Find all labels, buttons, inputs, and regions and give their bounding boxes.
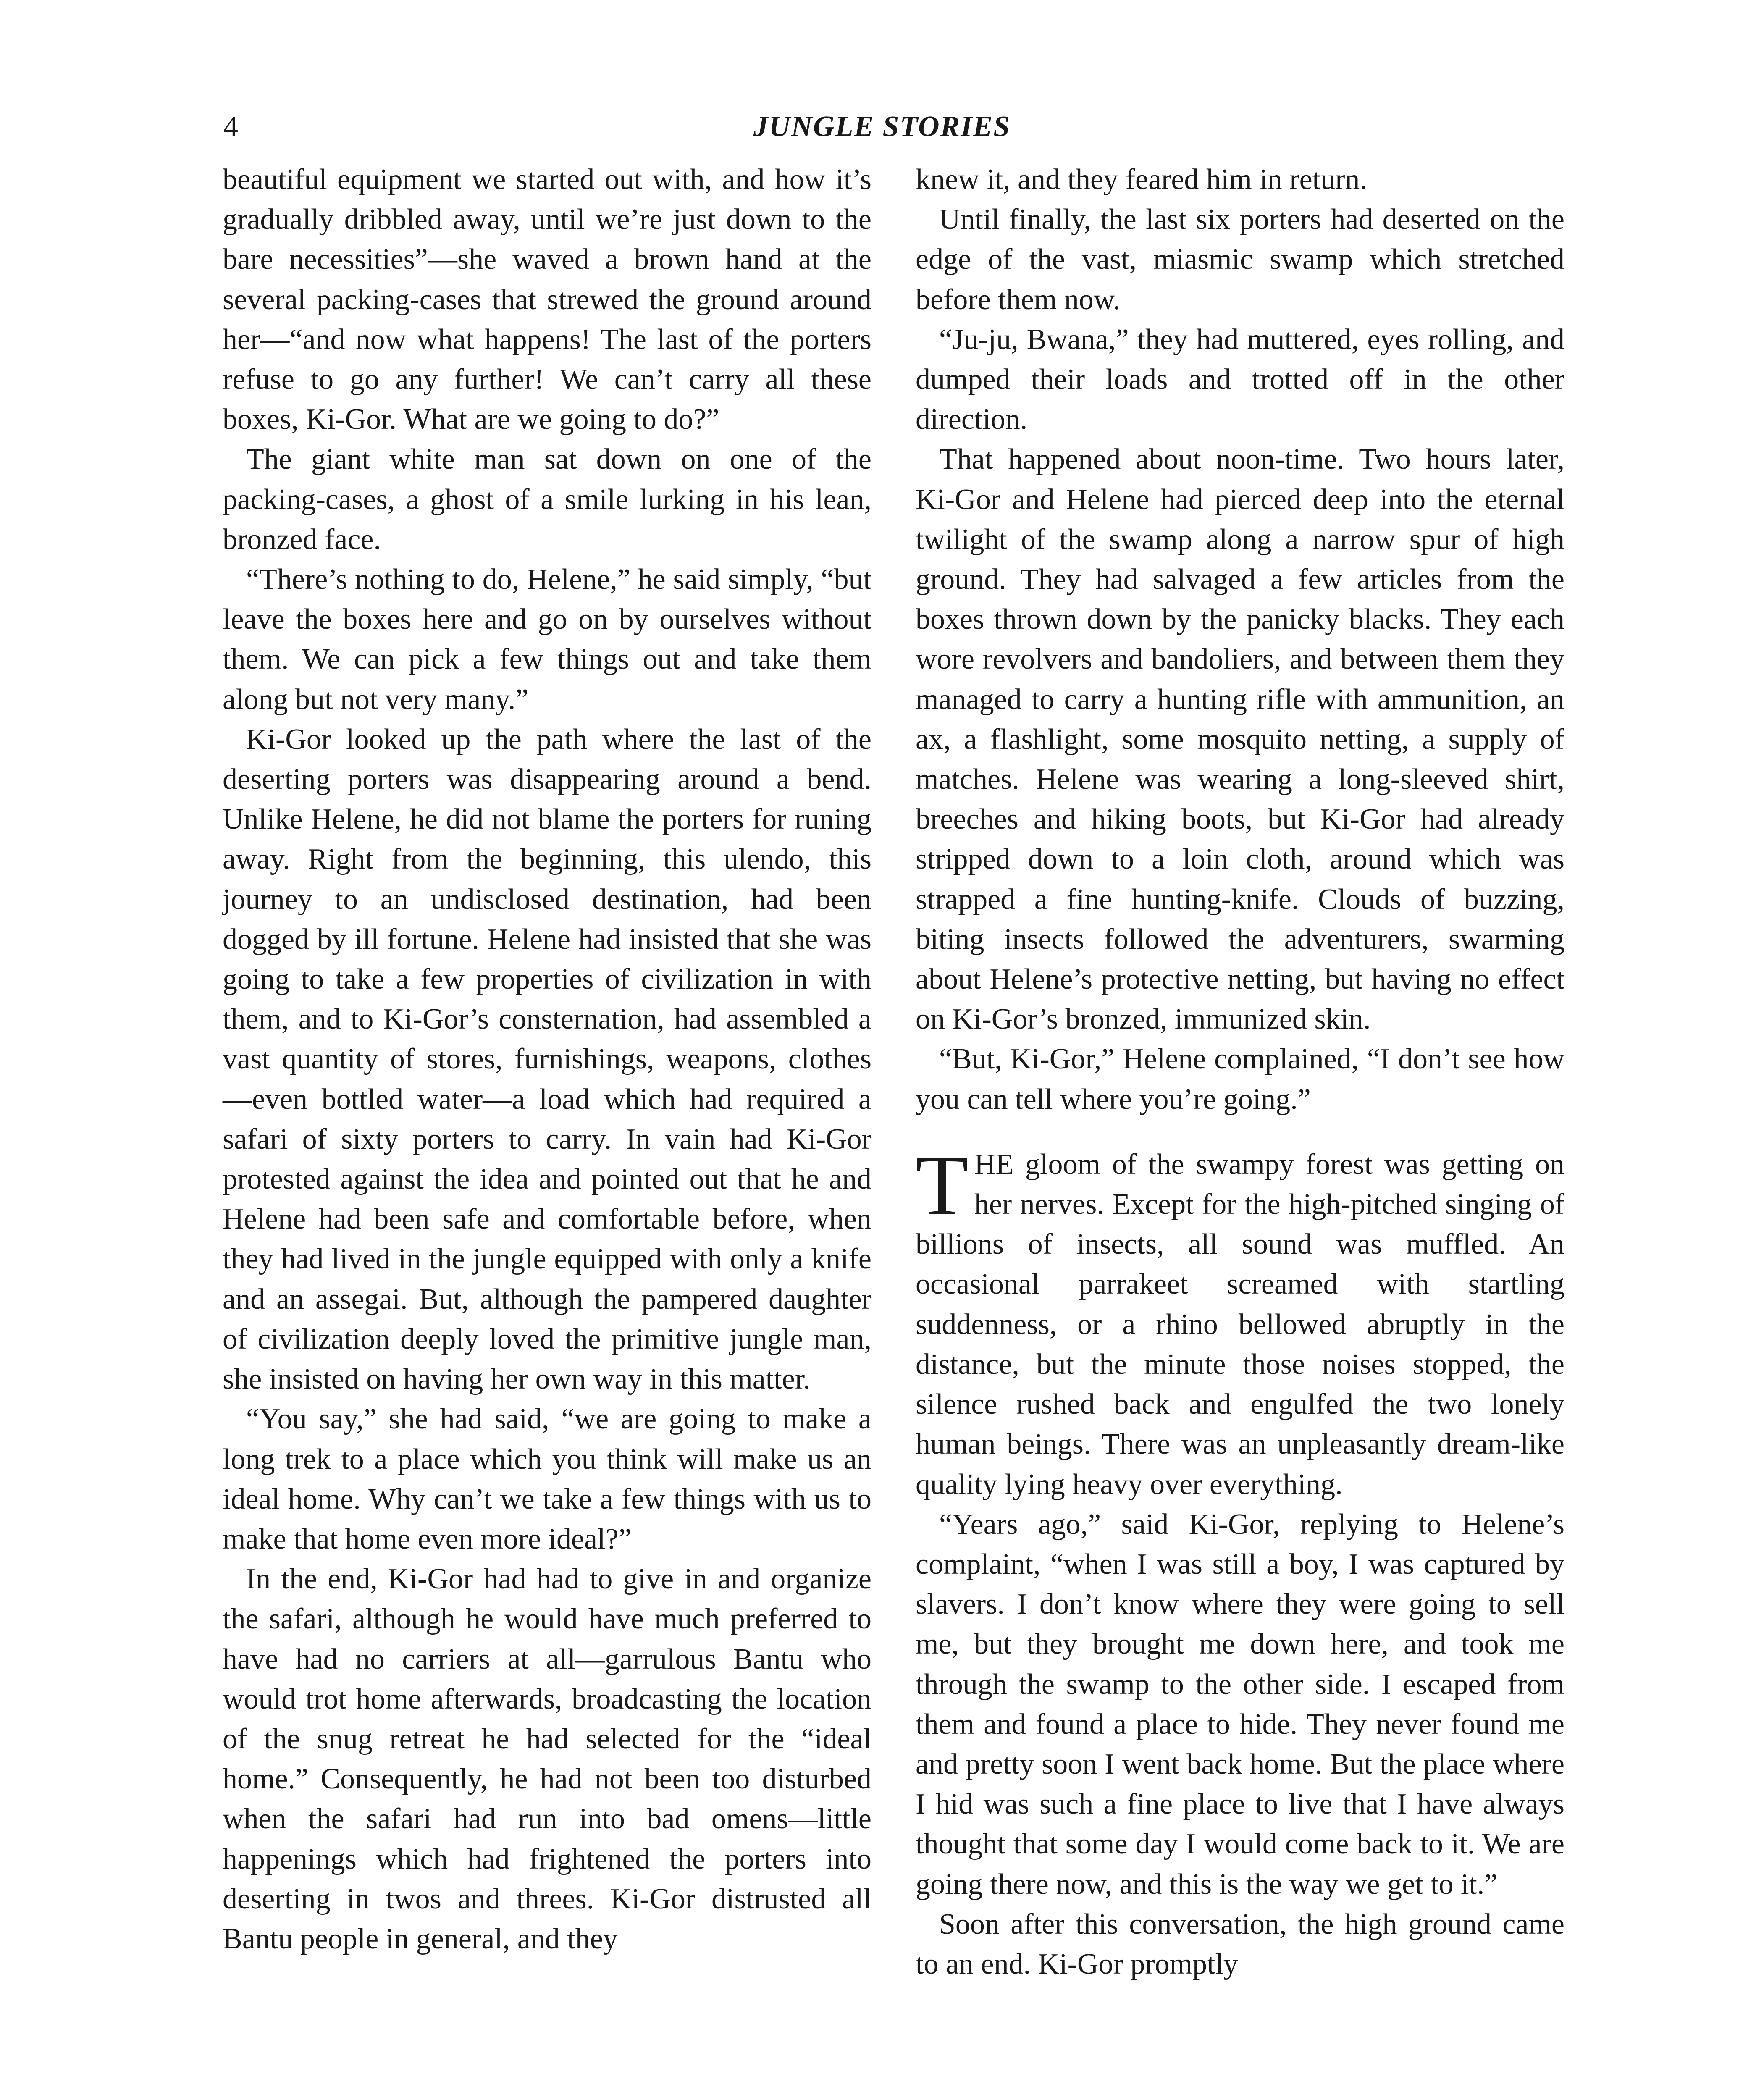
paragraph: “But, Ki-Gor,” Helene complained, “I don’t see how you can tell where you’re going.” (916, 1043, 1564, 1116)
paragraph: “Ju-ju, Bwana,” they had muttered, eyes rolling, and dumped their loads and trotted off in the other direction. (916, 323, 1564, 436)
paragraph: Soon after this conversation, the high ground came to an end. Ki-Gor promptly (916, 1908, 1564, 1980)
page-number: 4 (223, 110, 238, 143)
section-paragraph (916, 1137, 1564, 1504)
running-title: JUNGLE STORIES (753, 110, 1011, 143)
drop-cap: T (916, 1137, 969, 1233)
left-column (223, 160, 872, 1959)
paragraph: beautiful equipment we started out with, and how it’s gradually dribbled away, until we’re just down to the bare necessities”—she waved a brown hand at the several packing-cases that strewed the ground around her—“and now what happens! The last of the porters refuse to go any further! We can’t carry all these boxes, Ki-Gor. What are we going to do?” (223, 163, 872, 436)
paragraph: “You say,” she had said, “we are going to make a long trek to a place which you think will make us an ideal home. Why can’t we take a few things with us to make that home even more ideal?” (223, 1403, 872, 1555)
paragraph: “Years ago,” said Ki-Gor, replying to Helene’s complaint, “when I was still a boy, I was captured by slavers. I don’t know where they were going to sell me, but they brought me down here, and took me through the swamp to the other side. I escaped from them and found a place to hide. They never found me and pretty soon I went back home. But the place where I hid was such a fine place to live that I have always thought that some day I would come back to it. We are going there now, and this is the way we get to it.” (916, 1508, 1564, 1900)
paragraph: Ki-Gor looked up the path where the last of the deserting porters was disappearing around a bend. Unlike Helene, he did not blame the porters for runing away. Right from the beginning, this ulendo, this journey to an undisclosed destination, had been dogged by ill fortune. Helene had insisted that she was going to take a few properties of civilization in with them, and to Ki-Gor’s consternation, had assembled a vast quantity of stores, furnishings, weapons, clothes—even bottled water—a load which had required a safari of sixty porters to carry. In vain had Ki-Gor protested against the idea and pointed out that he and Helene had been safe and comfortable before, when they had lived in the jungle equipped with only a knife and an assegai. But, although the pampered daughter of civilization deeply loved the primitive jungle man, she insisted on having her own way in this matter. (223, 723, 872, 1396)
paragraph: Until finally, the last six porters had deserted on the edge of the vast, miasmic swamp which stretched before them now. (916, 203, 1564, 316)
paragraph: That happened about noon-time. Two hours later, Ki-Gor and Helene had pierced deep into the eternal twilight of the swamp along a narrow spur of high ground. They had salvaged a few articles from the boxes thrown down by the panicky blacks. They each wore revolvers and bandoliers, and between them they managed to carry a hunting rifle with ammunition, an ax, a flashlight, some mosquito netting, a supply of matches. Helene was wearing a long-sleeved shirt, breeches and hiking boots, but Ki-Gor had already stripped down to a loin cloth, around which was strapped a fine hunting-knife. Clouds of buzzing, biting insects followed the adventurers, swarming about Helene’s protective netting, but having no effect on Ki-Gor’s bronzed, immunized skin. (916, 443, 1564, 1036)
paragraph-text: HE gloom of the swampy forest was getting on her nerves. Except for the high-pitched singing of billions of insects, all sound was muffled. An occasional parrakeet screamed with startling suddenness, or a rhino bellowed abruptly in the distance, but the minute those noises stopped, the silence rushed back and engulfed the two lonely human beings. There was an unpleasantly dream-like quality lying heavy over everything. (916, 1148, 1564, 1501)
paragraph: The giant white man sat down on one of the packing-cases, a ghost of a smile lurking in his lean, bronzed face. (223, 443, 872, 556)
paragraph: In the end, Ki-Gor had had to give in and organize the safari, although he would have much preferred to have had no carriers at all—garrulous Bantu who would trot home afterwards, broadcasting the location of the snug retreat he had selected for the “ideal home.” Consequently, he had not been too disturbed when the safari had run into bad omens—little happenings which had frightened the porters into deserting in twos and threes. Ki-Gor distrusted all Bantu people in general, and they (223, 1563, 872, 1955)
right-column (916, 160, 1564, 1984)
paragraph: knew it, and they feared him in return. (916, 163, 1367, 196)
paragraph: “There’s nothing to do, Helene,” he said simply, “but leave the boxes here and go on by ourselves without them. We can pick a few things out and take them along but not very many.” (223, 563, 872, 716)
